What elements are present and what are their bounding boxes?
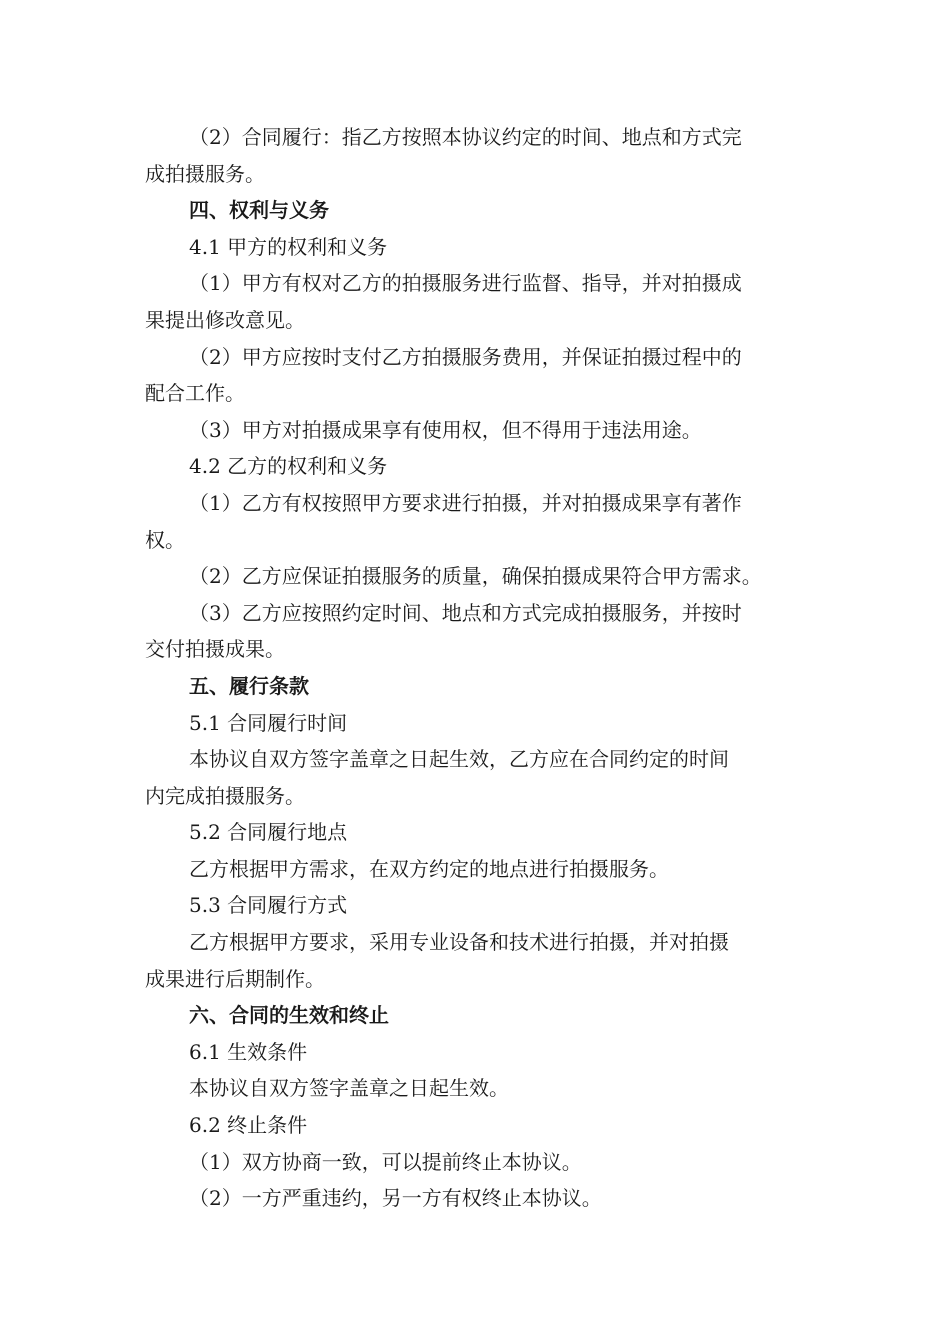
section-heading: 六、合同的生效和终止 xyxy=(189,1003,389,1028)
text-line: 6.2 终止条件 xyxy=(189,1113,308,1138)
text-line: 本协议自双方签字盖章之日起生效。 xyxy=(189,1076,509,1101)
text-line: （1）甲方有权对乙方的拍摄服务进行监督、指导，并对拍摄成 xyxy=(189,271,742,296)
text-line: 本协议自双方签字盖章之日起生效，乙方应在合同约定的时间 xyxy=(189,747,729,772)
text-line: 4.1 甲方的权利和义务 xyxy=(189,234,388,259)
section-heading: 四、权利与义务 xyxy=(189,198,329,223)
text-line: 5.3 合同履行方式 xyxy=(189,893,348,918)
text-line: 5.2 合同履行地点 xyxy=(189,820,348,845)
text-line: 6.1 生效条件 xyxy=(189,1039,308,1064)
text-line: （2）合同履行：指乙方按照本协议约定的时间、地点和方式完 xyxy=(189,125,742,149)
document-body xyxy=(145,119,815,1217)
text-line: 乙方根据甲方要求，采用专业设备和技术进行拍摄，并对拍摄 xyxy=(189,930,729,955)
text-line: （3）乙方应按照约定时间、地点和方式完成拍摄服务，并按时 xyxy=(189,600,742,625)
text-line: 果提出修改意见。 xyxy=(145,307,305,332)
text-line: 权。 xyxy=(145,527,185,552)
text-line: 交付拍摄成果。 xyxy=(145,637,285,662)
text-line: 5.1 合同履行时间 xyxy=(189,710,348,735)
text-line: （2）一方严重违约，另一方有权终止本协议。 xyxy=(189,1186,602,1211)
text-line: 4.2 乙方的权利和义务 xyxy=(189,454,388,479)
text-line: 成拍摄服务。 xyxy=(145,161,265,186)
text-line: 内完成拍摄服务。 xyxy=(145,783,305,808)
text-line: （2）甲方应按时支付乙方拍摄服务费用，并保证拍摄过程中的 xyxy=(189,344,742,369)
section-heading: 五、履行条款 xyxy=(189,673,309,698)
text-line: （1）乙方有权按照甲方要求进行拍摄，并对拍摄成果享有著作 xyxy=(189,490,742,515)
text-line: 成果进行后期制作。 xyxy=(145,966,325,991)
text-line: （1）双方协商一致，可以提前终止本协议。 xyxy=(189,1149,582,1174)
text-line: （2）乙方应保证拍摄服务的质量，确保拍摄成果符合甲方需求。 xyxy=(189,564,762,589)
text-line: 乙方根据甲方需求，在双方约定的地点进行拍摄服务。 xyxy=(189,856,669,881)
text-line: （3）甲方对拍摄成果享有使用权，但不得用于违法用途。 xyxy=(189,417,702,442)
text-line: 配合工作。 xyxy=(145,381,245,406)
